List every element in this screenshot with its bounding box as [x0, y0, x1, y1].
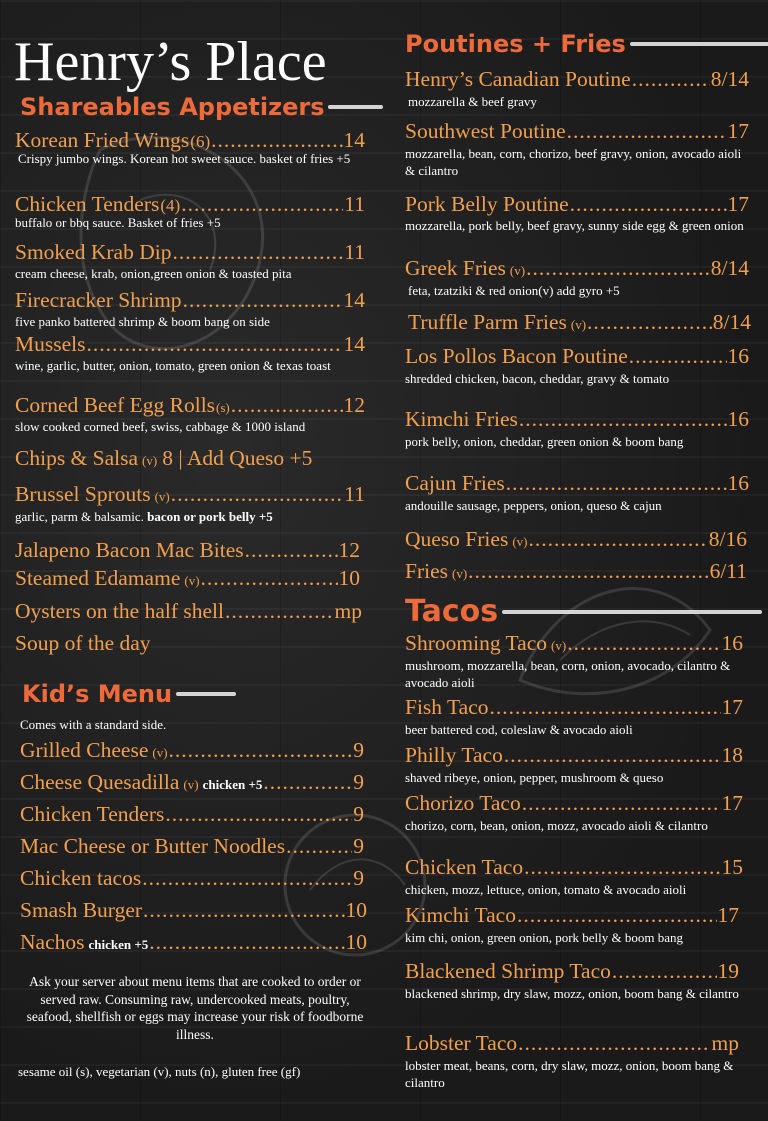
item-price: 10: [345, 930, 367, 954]
item-price: 11: [344, 192, 365, 216]
item-tag: (v): [551, 638, 567, 653]
section-title: Kid’s Menu: [22, 680, 173, 708]
dot-leader: [526, 257, 710, 280]
item-name: Jalapeno Bacon Mac Bites: [15, 538, 244, 562]
item-name: Korean Fried Wings: [15, 128, 190, 152]
section-heading-tacos: [405, 594, 762, 629]
item-name: Firecracker Shrimp: [15, 288, 182, 312]
item-name: Chicken Tenders: [15, 192, 160, 216]
item-extra: chicken +5: [202, 777, 263, 792]
menu-item-philly-taco: [405, 744, 743, 767]
dot-leader: [519, 408, 727, 431]
item-price: 17: [727, 192, 749, 216]
menu-item-los-pollos-bacon-poutine: [405, 345, 749, 368]
item-price: 12: [338, 538, 360, 562]
menu-item-smoked-krab-dip: [15, 241, 365, 264]
dot-leader: [570, 193, 727, 216]
item-tag: (6): [190, 132, 211, 151]
item-name: Smash Burger: [20, 898, 143, 922]
dot-leader: [524, 856, 720, 879]
item-name: Oysters on the half shell: [15, 599, 224, 623]
item-price: 16: [727, 471, 749, 495]
item-description: [15, 509, 370, 526]
menu-item-brussel-sprouts: [15, 483, 365, 506]
item-price: 10: [338, 566, 360, 590]
item-description: pork belly, onion, cheddar, green onion & boom bang: [405, 434, 684, 449]
item-name: Philly Taco: [405, 743, 503, 767]
brush-stroke: [328, 105, 383, 109]
dot-leader: [587, 311, 712, 334]
menu-item-chicken-taco: [405, 856, 743, 879]
menu-item-cajun-fries: [405, 472, 749, 495]
item-description: cream cheese, krab, onion,green onion & toasted pita: [15, 266, 292, 281]
item-tag: (4): [160, 196, 181, 215]
dot-leader: [201, 567, 338, 590]
dot-leader: [172, 241, 343, 264]
section-title: Poutines + Fries: [405, 30, 626, 58]
kids-item-chicken-tenders: [20, 803, 364, 826]
item-description: andouille sausage, peppers, onion, queso & cajun: [405, 498, 662, 513]
section-heading-appetizers: [20, 93, 383, 121]
item-name: Greek Fries: [405, 256, 506, 280]
item-price: mp: [334, 599, 362, 623]
menu-item-greek-fries: [405, 257, 749, 280]
item-price: 19: [717, 959, 739, 983]
item-tag: (s): [216, 400, 230, 415]
dot-leader: [490, 696, 721, 719]
dot-leader: [225, 600, 334, 623]
item-name: Smoked Krab Dip: [15, 240, 172, 264]
kids-item-cheese-quesadilla: [20, 771, 364, 794]
section-heading-poutines: [405, 30, 768, 58]
menu-item-jalapeno-bacon-mac-bites: [15, 539, 360, 562]
food-safety-advisory: Ask your server about menu items that are cooked to order or served raw. Consuming raw, undercooked meats, poultry, seafood, shellfish or eggs may increase your risk of foodborne illness.: [26, 974, 364, 1042]
menu-item-truffle-parm-fries: [408, 311, 751, 334]
item-name: Los Pollos Bacon Poutine: [405, 344, 628, 368]
kids-item-grilled-cheese: [20, 739, 364, 762]
dot-leader: [522, 792, 721, 815]
item-description: mozzarella, pork belly, beef gravy, sunny side egg & green onion: [405, 218, 744, 233]
dot-leader: [567, 120, 727, 143]
dot-leader: [231, 394, 343, 417]
item-description: buffalo or bbq sauce. Basket of fries +5: [15, 215, 221, 230]
dot-leader: [286, 835, 352, 858]
item-name: Henry’s Canadian Poutine: [405, 67, 631, 91]
item-name: Cheese Quesadilla: [20, 770, 180, 794]
dot-leader: [612, 960, 717, 983]
item-tag: (v): [512, 534, 528, 549]
dot-leader: [86, 333, 342, 356]
item-price: 9: [353, 802, 364, 826]
item-price: 9: [353, 738, 364, 762]
item-price: 11: [344, 482, 365, 506]
dot-leader: [171, 483, 344, 506]
restaurant-name: Henry’s Place: [14, 31, 327, 93]
item-price: 8/14: [710, 256, 749, 280]
dot-leader: [518, 1032, 710, 1055]
item-tag: (v): [142, 453, 158, 468]
item-description: mozzarella, bean, corn, chorizo, beef gravy, onion, avocado aioli & cilantro: [405, 146, 742, 178]
item-description: beer battered cod, coleslaw & avocado aioli: [405, 722, 633, 737]
dot-leader: [528, 528, 707, 551]
item-description: lobster meat, beans, corn, dry slaw, mozz, onion, boom bang & cilantro: [405, 1058, 734, 1090]
dot-leader: [468, 560, 708, 583]
item-name: Chicken Tenders: [20, 802, 165, 826]
item-price: 8/16: [708, 527, 747, 551]
menu-item-soup-of-the-day: [15, 632, 151, 655]
item-name: Fish Taco: [405, 695, 489, 719]
item-name: Nachos: [20, 930, 85, 954]
brush-stroke: [176, 692, 236, 696]
item-description: feta, tzatziki & red onion(v) add gyro +5: [408, 283, 620, 298]
menu-item-shrooming-taco: [405, 632, 743, 655]
item-price: 8/14: [710, 67, 749, 91]
dot-leader: [567, 632, 720, 655]
item-price: 14: [343, 128, 365, 152]
section-title: Shareables Appetizers: [20, 93, 325, 121]
item-name: Pork Belly Poutine: [405, 192, 569, 216]
description-text: garlic, parm & balsamic.: [15, 509, 144, 524]
kids-item-nachos: [20, 931, 367, 954]
dot-leader: [504, 744, 721, 767]
item-name: Cajun Fries: [405, 471, 505, 495]
item-name: Kimchi Fries: [405, 407, 518, 431]
item-name: Steamed Edamame: [15, 566, 181, 590]
item-name: Soup of the day: [15, 631, 151, 655]
item-price: 17: [721, 791, 743, 815]
section-title: Tacos: [405, 594, 499, 629]
menu-item-kimchi-taco: [405, 904, 739, 927]
item-price: 17: [721, 695, 743, 719]
dot-leader: [183, 289, 343, 312]
item-price: 14: [343, 288, 365, 312]
item-description: Crispy jumbo wings. Korean hot sweet sauce. basket of fries +5: [18, 151, 351, 166]
item-price: 6/11: [709, 559, 747, 583]
item-price: 14: [343, 332, 365, 356]
dot-leader: [169, 739, 353, 762]
item-name: Corned Beef Egg Rolls: [15, 393, 216, 417]
item-description: five panko battered shrimp & boom bang on side: [15, 314, 270, 329]
item-name: Grilled Cheese: [20, 738, 149, 762]
item-price: 17: [717, 903, 739, 927]
item-description: chorizo, corn, bean, onion, mozz, avocado aioli & cilantro: [405, 818, 708, 833]
item-name: Lobster Taco: [405, 1031, 518, 1055]
kids-item-mac-cheese: [20, 835, 364, 858]
item-price: 9: [353, 866, 364, 890]
menu-item-southwest-poutine: [405, 120, 749, 143]
item-name: Fries: [405, 559, 448, 583]
item-price: 12: [343, 393, 365, 417]
kids-menu-note: Comes with a standard side.: [20, 717, 167, 732]
dot-leader: [517, 904, 717, 927]
item-description: chicken, mozz, lettuce, onion, tomato & avocado aioli: [405, 882, 687, 897]
menu-item-kimchi-fries: [405, 408, 749, 431]
item-name: Blackened Shrimp Taco: [405, 959, 611, 983]
item-description: shaved ribeye, onion, pepper, mushroom & queso: [405, 770, 664, 785]
item-name: Kimchi Taco: [405, 903, 516, 927]
item-tag: (v): [183, 777, 199, 792]
item-description: slow cooked corned beef, swiss, cabbage & 1000 island: [15, 419, 306, 434]
brush-stroke: [502, 610, 762, 614]
item-name: Southwest Poutine: [405, 119, 566, 143]
dietary-key-legend: sesame oil (s), vegetarian (v), nuts (n), gluten free (gf): [18, 1064, 301, 1079]
menu-item-lobster-taco: [405, 1032, 739, 1055]
menu-item-corned-beef-egg-rolls: [15, 394, 365, 417]
menu-item-henrys-canadian-poutine: [405, 68, 749, 91]
item-description: kim chi, onion, green onion, pork belly & boom bang: [405, 930, 684, 945]
item-description: mushroom, mozzarella, bean, corn, onion, avocado, cilantro & avocado aioli: [405, 658, 731, 690]
dot-leader: [142, 867, 352, 890]
menu-item-firecracker-shrimp: [15, 289, 365, 312]
menu-item-queso-fries: [405, 528, 747, 551]
menu-item-chorizo-taco: [405, 792, 743, 815]
item-price: 9: [353, 834, 364, 858]
dot-leader: [143, 899, 344, 922]
section-heading-kids: [22, 680, 236, 708]
item-price: mp: [711, 1031, 739, 1055]
menu-item-fish-taco: [405, 696, 743, 719]
item-tag: (v): [570, 317, 587, 332]
item-tag: (v): [452, 566, 468, 581]
kids-item-smash-burger: [20, 899, 367, 922]
item-price: 10: [345, 898, 367, 922]
menu-item-fries: [405, 560, 747, 583]
dot-leader: [263, 771, 352, 794]
item-price: 8/14: [712, 310, 751, 334]
menu-item-pork-belly-poutine: [405, 193, 749, 216]
dot-leader: [165, 803, 352, 826]
item-tag: (v): [509, 263, 526, 278]
item-name: Chorizo Taco: [405, 791, 521, 815]
item-name: Mussels: [15, 332, 86, 356]
item-name: Chicken tacos: [20, 866, 142, 890]
item-price: 9: [353, 770, 364, 794]
item-name: Chicken Taco: [405, 855, 524, 879]
menu-item-chicken-tenders: [15, 193, 365, 216]
description-upgrade: bacon or pork belly +5: [147, 509, 273, 524]
item-price: 18: [721, 743, 743, 767]
item-name: Shrooming Taco: [405, 631, 548, 655]
dot-leader: [211, 129, 342, 152]
menu-item-mussels: [15, 333, 365, 356]
item-price: 11: [344, 240, 365, 264]
item-name: Truffle Parm Fries: [408, 310, 567, 334]
item-name: Queso Fries: [405, 527, 509, 551]
item-price: 16: [727, 344, 749, 368]
item-tag: (v): [154, 489, 170, 504]
dot-leader: [245, 539, 338, 562]
item-description: blackened shrimp, dry slaw, mozz, onion, boom bang & cilantro: [405, 986, 739, 1001]
item-name: Brussel Sprouts: [15, 482, 151, 506]
item-tag: (v): [152, 745, 168, 760]
item-price: 16: [727, 407, 749, 431]
brush-stroke: [630, 42, 768, 46]
item-name: Mac Cheese or Butter Noodles: [20, 834, 286, 858]
item-tag: (v): [184, 573, 200, 588]
kids-item-chicken-tacos: [20, 867, 364, 890]
item-price: 17: [727, 119, 749, 143]
menu-item-chips-salsa: [15, 447, 370, 470]
item-description: wine, garlic, butter, onion, tomato, green onion & texas toast: [15, 358, 331, 373]
item-description: shredded chicken, bacon, cheddar, gravy & tomato: [405, 371, 670, 386]
item-name: Chips & Salsa: [15, 446, 139, 470]
dot-leader: [181, 193, 343, 216]
dot-leader: [506, 472, 727, 495]
menu-item-korean-fried-wings: [15, 129, 365, 152]
menu-item-steamed-edamame: [15, 567, 360, 590]
dot-leader: [629, 345, 727, 368]
item-price: 15: [721, 855, 743, 879]
item-description: mozzarella & beef gravy: [408, 94, 537, 109]
item-price: 8 | Add Queso +5: [162, 446, 313, 470]
item-extra: chicken +5: [88, 937, 149, 952]
menu-item-blackened-shrimp-taco: [405, 960, 739, 983]
menu-item-oysters: [15, 600, 362, 623]
item-price: 16: [721, 631, 743, 655]
dot-leader: [149, 931, 344, 954]
dot-leader: [632, 68, 710, 91]
